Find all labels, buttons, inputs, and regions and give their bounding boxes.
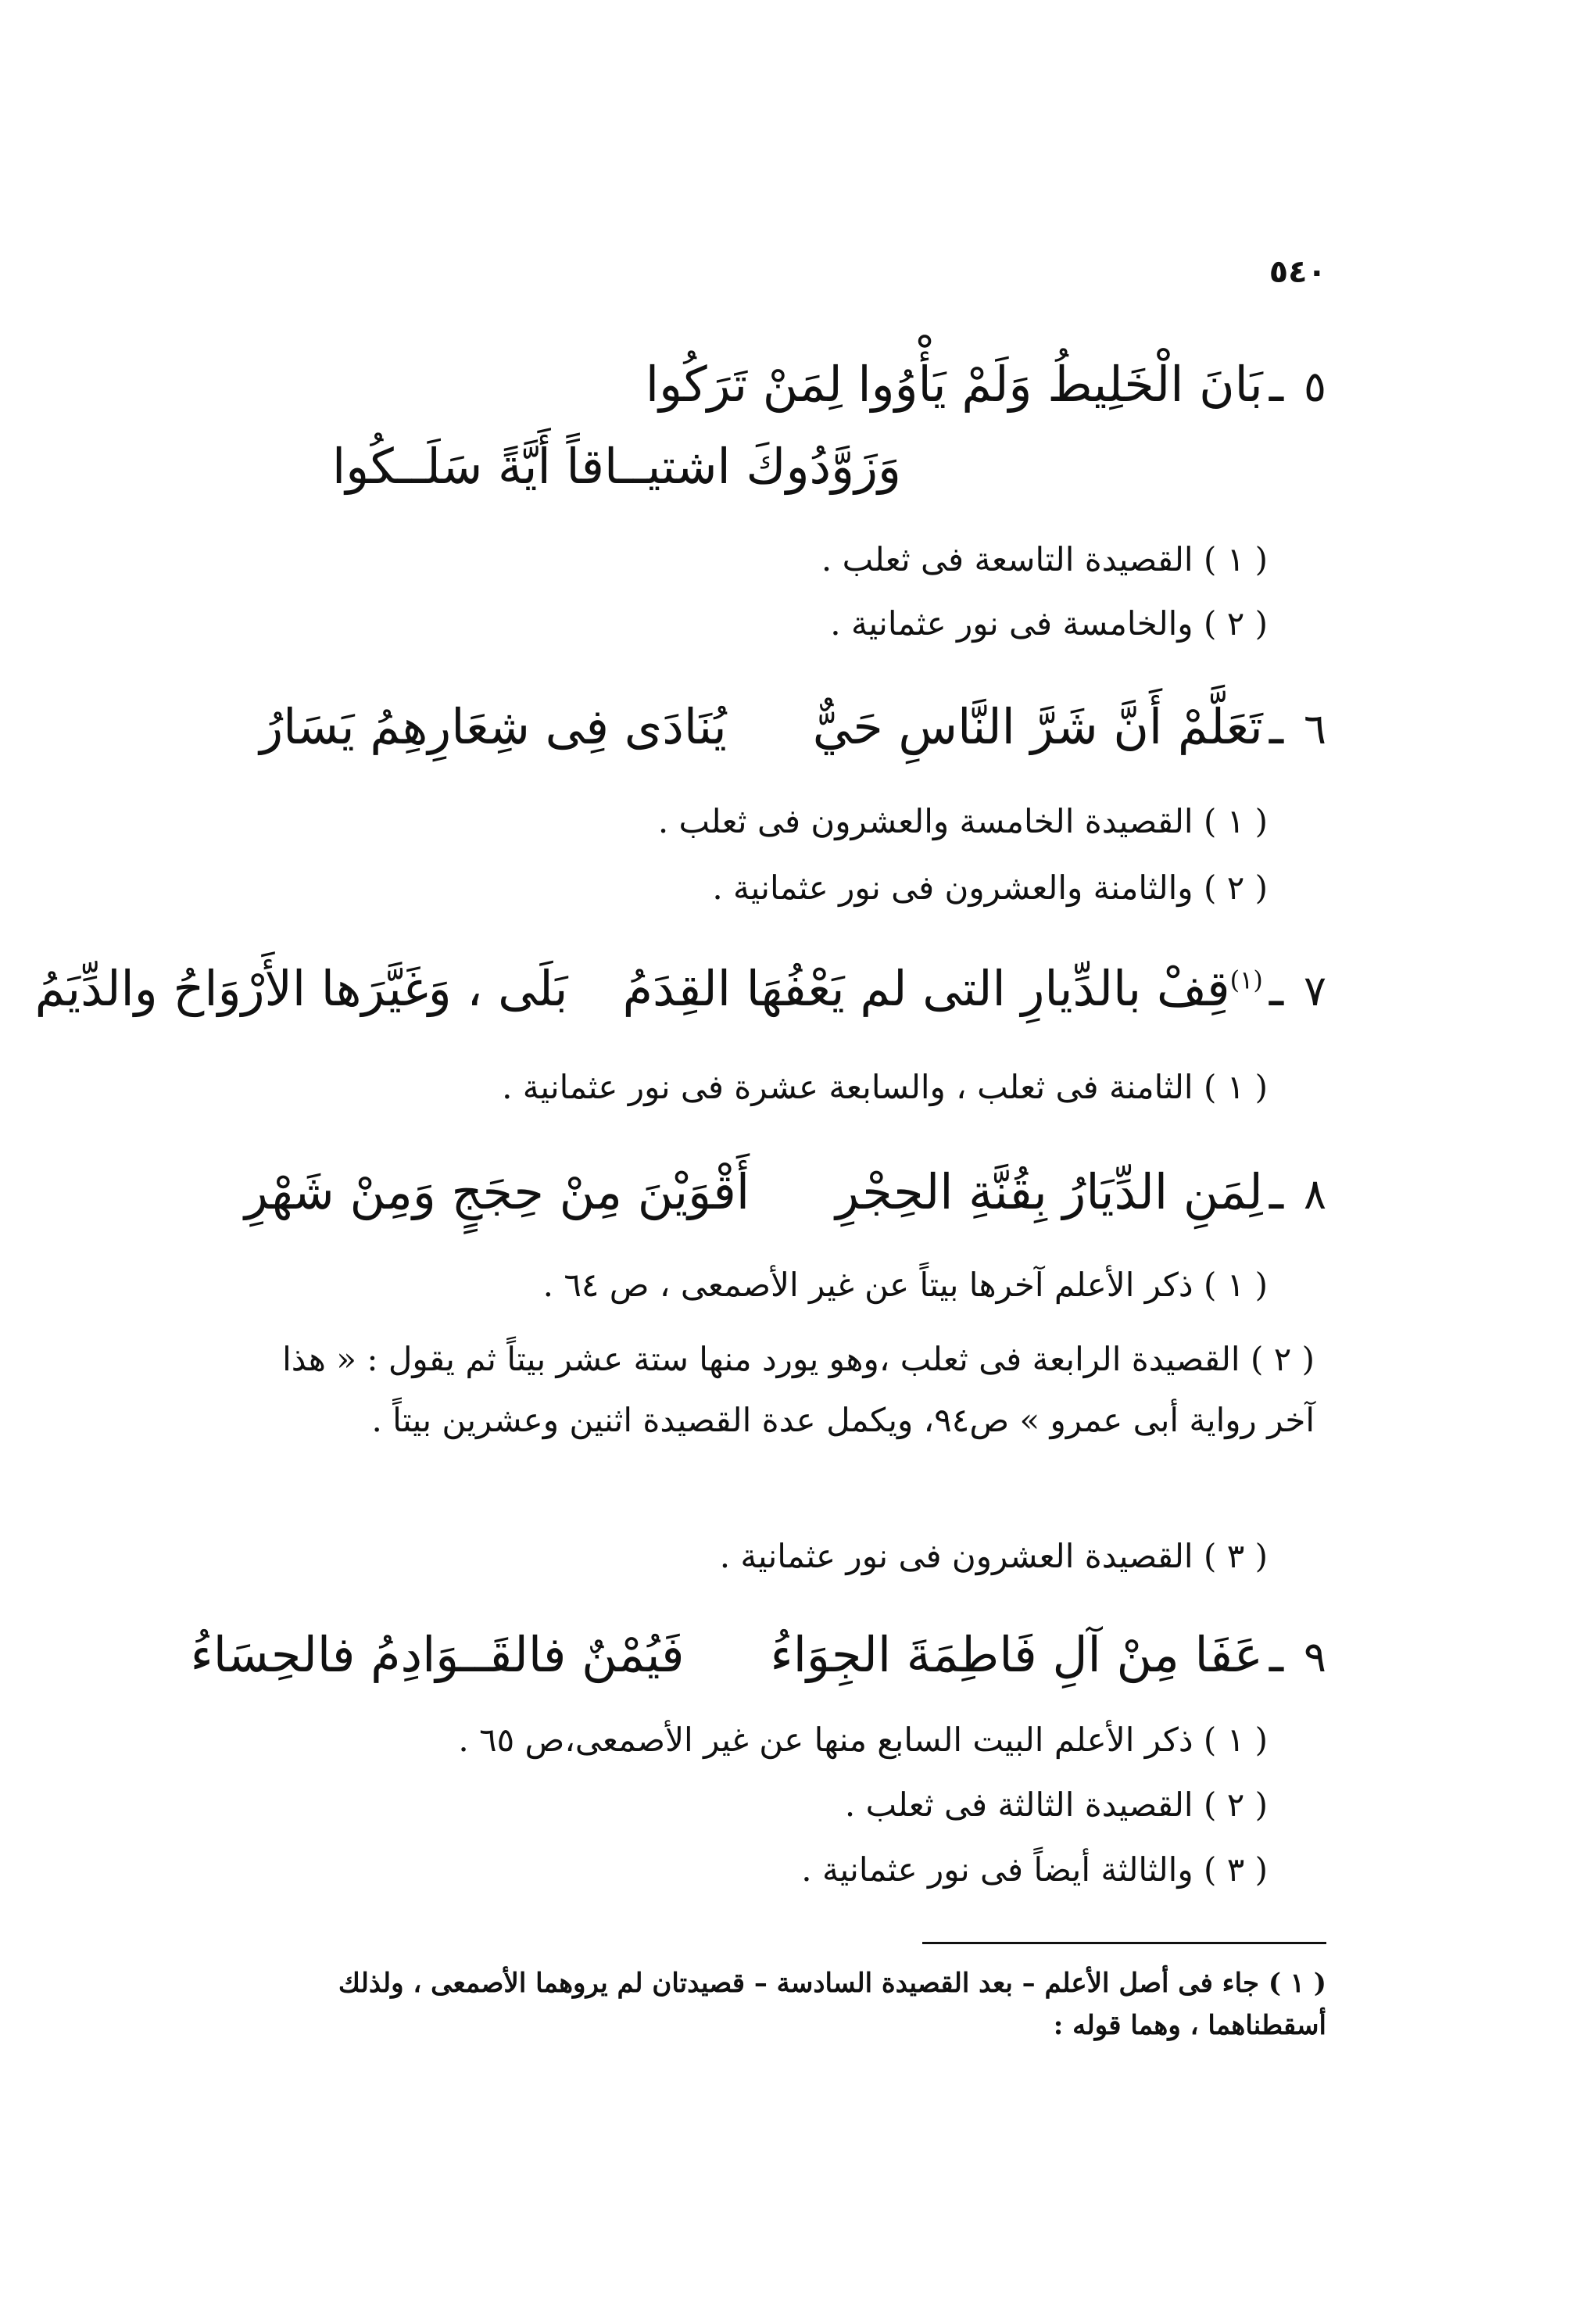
note: ( ٢ ) القصيدة الرابعة فى ثعلب ،وهو يورد منها ستة عشر بيتاً ثم يقول : « هذا آخر رواية أبى عمرو » ص٩٤، ويكمل عدة القصيدة اثنين وعشرين بيتاً . (282, 1340, 1315, 1439)
note: ( ١ ) الثامنة فى ثعلب ، والسابعة عشرة فى نور عثمانية . (502, 1068, 1268, 1106)
verse-second-hemistich: فَيُمْنٌ فالقَــوَادِمُ فالحِسَاءُ (190, 1626, 685, 1683)
page-number: ٥٤٠ (1269, 254, 1326, 290)
verse-second-hemistich: يُنَادَى فِى شِعَارِهِمُ يَسَارُ (259, 698, 727, 755)
note: ( ١ ) ذكر الأعلم آخرها بيتاً عن غير الأصمعى ، ص ٦٤ . (542, 1266, 1268, 1304)
note: ( ٢ ) القصيدة الثالثة فى ثعلب . (844, 1785, 1268, 1824)
verse-5-second: وَزَوَّدُوكَ اشتيــاقاً أَيَّةً سَلَــكُوا (332, 438, 901, 495)
verse-number: ٦ (1303, 704, 1326, 754)
footnote: ( ١ ) جاء فى أصل الأعلم – بعد القصيدة السادسة – قصيدتان لم يروهما الأصمعى ، ولذلك أسقطناهما ، وهما قوله : (338, 1968, 1326, 2042)
footnote-marker: (١) (1229, 965, 1263, 995)
verse-number: ٥ (1303, 362, 1326, 411)
verse-7: ٧ـ$^{(١)}$قِفْ بالدِّيارِ التى لم يَعْفُهَا القِدَمُبَلَى ، وَغَيَّرَها الأَرْوَاحُ والدِّيَمُ (34, 960, 1326, 1017)
verse-number: ٨ (1303, 1169, 1326, 1219)
verse-6: ٦ـتَعَلَّمْ أَنَّ شَرَّ النَّاسِ حَيٌّيُنَادَى فِى شِعَارِهِمُ يَسَارُ (259, 698, 1326, 755)
note: ( ٣ ) والثالثة أيضاً فى نور عثمانية . (801, 1850, 1268, 1889)
note: ( ١ ) القصيدة التاسعة فى ثعلب . (821, 540, 1268, 578)
verse-first-hemistich: تَعَلَّمْ أَنَّ شَرَّ النَّاسِ حَيٌّ (812, 698, 1263, 755)
note: ( ١ ) ذكر الأعلم البيت السابع منها عن غير الأصمعى،ص ٦٥ . (458, 1721, 1268, 1759)
note: ( ٣ ) القصيدة العشرون فى نور عثمانية . (719, 1537, 1268, 1575)
verse-5-first: ٥ـبَانَ الْخَلِيطُ وَلَمْ يَأْوُوا لِمَنْ تَرَكُوا (645, 356, 1326, 413)
verse-8: ٨ـلِمَنِ الدِّيَارُ بِقُنَّةِ الحِجْرِأَقْوَيْنَ مِنْ حِجَجٍ وَمِنْ شَهْرِ (245, 1163, 1326, 1220)
verse-9: ٩ـعَفَا مِنْ آلِ فَاطِمَةَ الجِوَاءُفَيُمْنٌ فالقَــوَادِمُ فالحِسَاءُ (190, 1626, 1326, 1683)
verse-number: ٧ (1303, 966, 1326, 1015)
note: ( ١ ) القصيدة الخامسة والعشرون فى ثعلب . (657, 802, 1268, 840)
verse-text: بَانَ الْخَلِيطُ وَلَمْ يَأْوُوا لِمَنْ تَرَكُوا (645, 356, 1263, 413)
verse-number: ٩ (1303, 1632, 1326, 1682)
verse-first-hemistich: قِفْ بالدِّيارِ التى لم يَعْفُهَا القِدَمُ (622, 960, 1230, 1017)
footnote-rule (922, 1942, 1326, 1944)
note: ( ٢ ) والخامسة فى نور عثمانية . (830, 604, 1268, 643)
verse-second-hemistich: أَقْوَيْنَ مِنْ حِجَجٍ وَمِنْ شَهْرِ (245, 1163, 750, 1220)
verse-first-hemistich: عَفَا مِنْ آلِ فَاطِمَةَ الجِوَاءُ (770, 1626, 1263, 1683)
verse-second-hemistich: بَلَى ، وَغَيَّرَها الأَرْوَاحُ والدِّيَمُ (34, 960, 568, 1017)
note: ( ٢ ) والثامنة والعشرون فى نور عثمانية . (712, 869, 1268, 907)
verse-first-hemistich: لِمَنِ الدِّيَارُ بِقُنَّةِ الحِجْرِ (836, 1163, 1263, 1220)
